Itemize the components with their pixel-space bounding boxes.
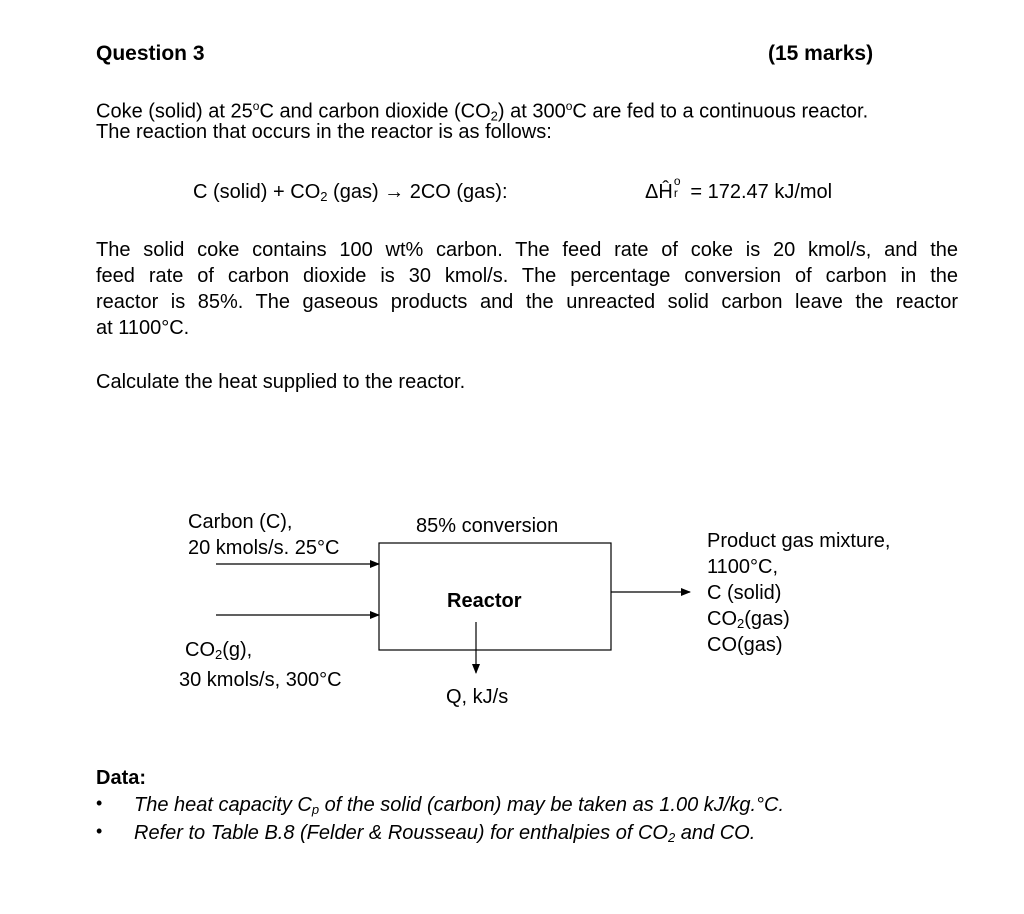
product-label-1: Product gas mixture, — [707, 530, 891, 552]
data-item-1-b: of the solid (carbon) may be taken as 1.00 kJ/kg.°C. — [319, 794, 785, 816]
conversion-label: 85% conversion — [416, 515, 559, 537]
paragraph-line-1: The solid coke contains 100 wt% carbon. The feed rate of coke is 20 kmol/s, and the — [96, 239, 958, 261]
co2-feed-label-2: 30 kmols/s, 300°C — [179, 669, 342, 691]
heat-label: Q, kJ/s — [446, 686, 509, 708]
data-item-1-subscript: p — [311, 802, 320, 817]
data-item-1-a: The heat capacity C — [134, 794, 312, 816]
delta-h-value: = 172.47 kJ/mol — [684, 181, 833, 203]
reaction-lhs-b: (gas) → 2CO (gas): — [327, 181, 508, 203]
reaction-lhs-a: C (solid) + CO — [193, 181, 321, 203]
product-label-4 — [707, 607, 790, 636]
marks-label: (15 marks) — [768, 42, 874, 65]
carbon-feed-label-2: 20 kmols/s. 25°C — [188, 537, 340, 559]
product-co2-subscript: 2 — [737, 616, 745, 631]
co2-feed-b: (g), — [222, 639, 253, 661]
co2-feed-subscript: 2 — [215, 647, 223, 662]
delta-h-superscript: o — [673, 174, 681, 188]
product-label-5: CO(gas) — [707, 634, 783, 656]
reaction-subscript: 2 — [320, 189, 328, 204]
intro-text-d: C are fed to a continuous reactor. — [572, 100, 869, 123]
question-title: Question 3 — [96, 42, 205, 65]
carbon-feed-label-1: Carbon (C), — [188, 511, 293, 533]
product-label-2: 1100°C, — [707, 556, 779, 578]
co2-feed-label-1 — [185, 638, 252, 667]
product-co2-b: (gas) — [744, 608, 790, 630]
bullet-icon: • — [96, 793, 103, 813]
intro-text-a: Coke (solid) at 25 — [96, 100, 253, 123]
data-item-1 — [134, 792, 784, 823]
intro-line-2: The reaction that occurs in the reactor is as follows: — [96, 121, 552, 143]
task-statement: Calculate the heat supplied to the reactor. — [96, 371, 466, 393]
intro-text-c: ) at 300 — [497, 100, 566, 123]
co2-feed-a: CO — [185, 639, 215, 661]
delta-h-symbol: ΔĤ — [645, 181, 673, 203]
product-label-3: C (solid) — [707, 582, 782, 604]
data-heading: Data: — [96, 767, 147, 789]
bullet-icon: • — [96, 821, 103, 841]
data-item-2-b: and CO. — [675, 822, 756, 844]
paragraph-line-3: reactor is 85%. The gaseous products and the unreacted solid carbon leave the reactor — [96, 291, 958, 313]
intro-text-b: C and carbon dioxide (CO — [259, 100, 491, 123]
degree-mark-2: o — [565, 99, 573, 113]
delta-h-subscript: r — [673, 186, 678, 200]
data-item-2-a: Refer to Table B.8 (Felder & Rousseau) for enthalpies of CO — [134, 822, 668, 844]
product-co2-a: CO — [707, 608, 737, 630]
degree-mark: o — [252, 99, 260, 113]
data-item-2 — [134, 820, 755, 851]
paragraph-line-4: at 1100°C. — [96, 317, 190, 339]
paragraph-line-2: feed rate of carbon dioxide is 30 kmol/s. The percentage conversion of carbon in the — [96, 265, 958, 287]
intro-subscript: 2 — [490, 108, 498, 124]
data-item-2-subscript: 2 — [667, 830, 676, 845]
reactor-label: Reactor — [447, 590, 522, 612]
